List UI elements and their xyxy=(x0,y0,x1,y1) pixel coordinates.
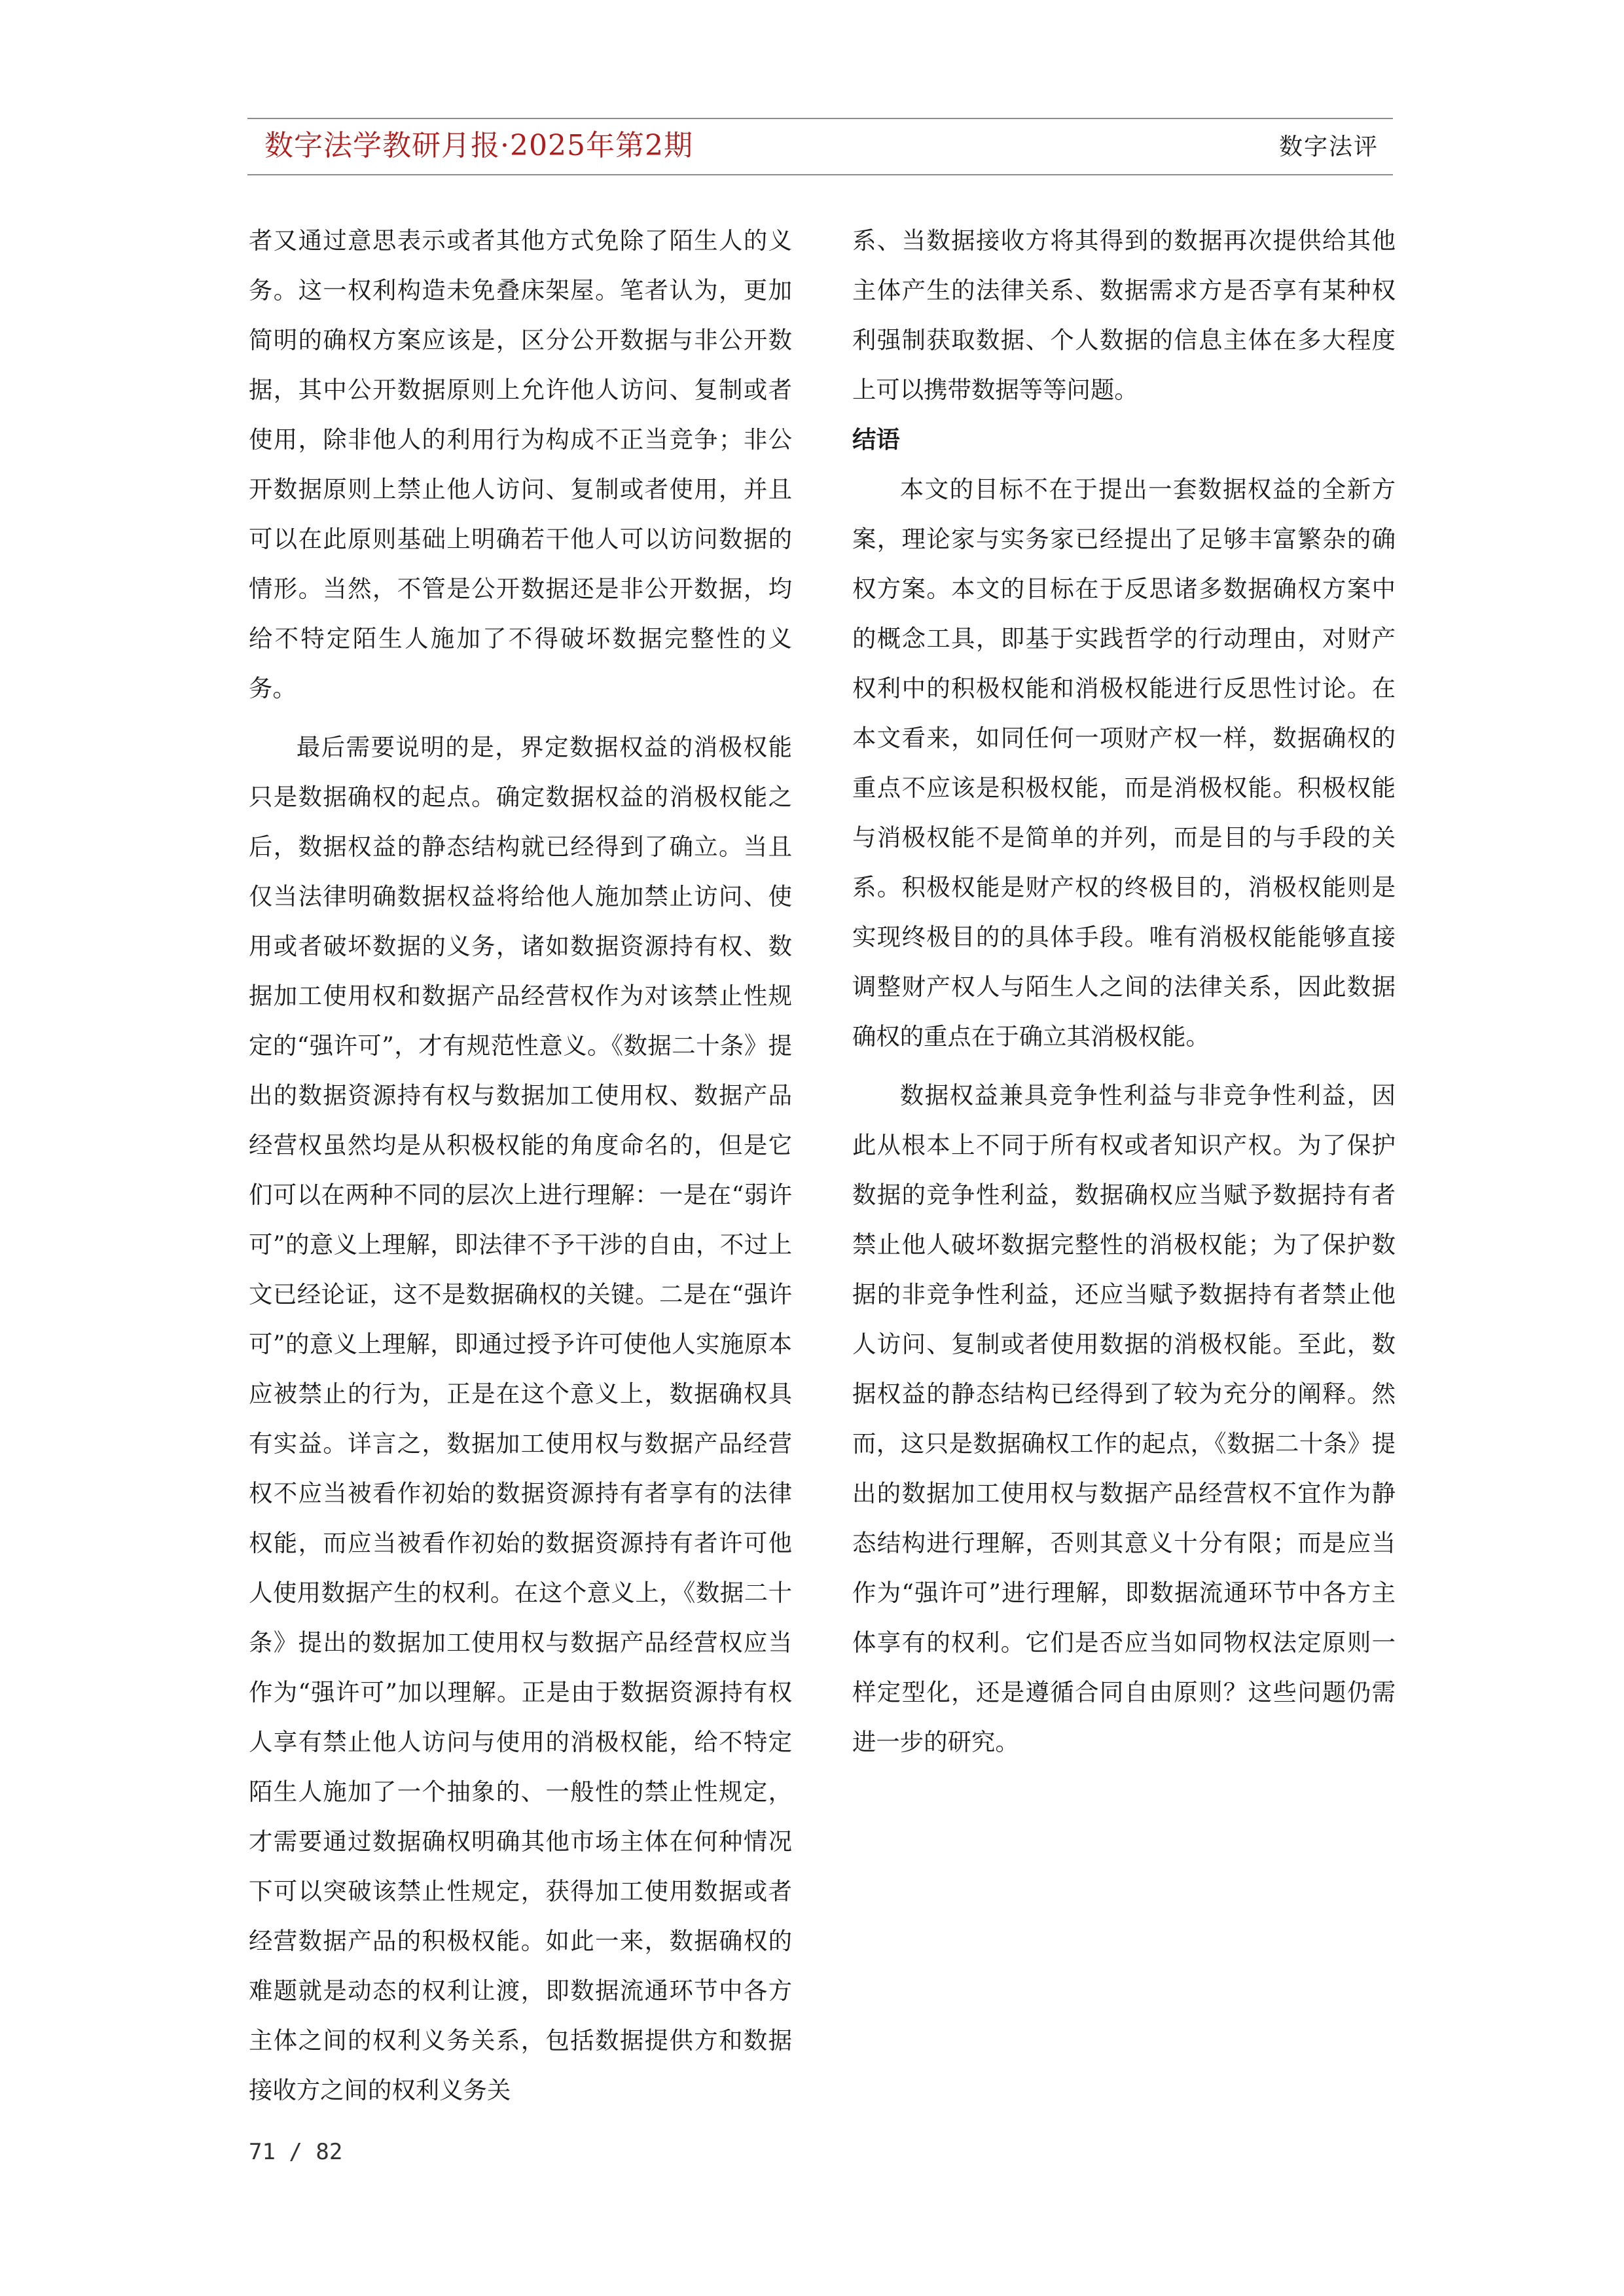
body-paragraph: 最后需要说明的是，界定数据权益的消极权能只是数据确权的起点。确定数据权益的消极权能之后，数据权益的静态结构就已经得到了确立。当且仅当法律明确数据权益将给他人施加禁止访问、使用或者破坏数据的义务，诸如数据资源持有权、数据加工使用权和数据产品经营权作为对该禁止性规定的“强许可”，才有规范性意义。《数据二十条》提出的数据资源持有权与数据加工使用权、数据产品经营权虽然均是从积极权能的角度命名的，但是它们可以在两种不同的层次上进行理解：一是在“弱许可”的意义上理解，即法律不予干涉的自由，不过上文已经论证，这不是数据确权的关键。二是在“强许可”的意义上理解，即通过授予许可使他人实施原本应被禁止的行为，正是在这个意义上，数据确权具有实益。详言之，数据加工使用权与数据产品经营权不应当被看作初始的数据资源持有者享有的法律权能，而应当被看作初始的数据资源持有者许可他人使用数据产生的权利。在这个意义上，《数据二十条》提出的数据加工使用权与数据产品经营权应当作为“强许可”加以理解。正是由于数据资源持有权人享有禁止他人访问与使用的消极权能，给不特定陌生人施加了一个抽象的、一般性的禁止性规定，才需要通过数据确权明确其他市场主体在何种情况下可以突破该禁止性规定，获得加工使用数据或者经营数据产品的积极权能。如此一来，数据确权的难题就是动态的权利让渡，即数据流通环节中各方主体之间的权利义务关系，包括数据提供方和数据接收方之间的权利义务关 xyxy=(249,733,792,2104)
body-paragraph: 本文的目标不在于提出一套数据权益的全新方案，理论家与实务家已经提出了足够丰富繁杂的确权方案。本文的目标在于反思诸多数据确权方案中的概念工具，即基于实践哲学的行动理由，对财产权利中的积极权能和消极权能进行反思性讨论。在本文看来，如同任何一项财产权一样，数据确权的重点不应该是积极权能，而是消极权能。积极权能与消极权能不是简单的并列，而是目的与手段的关系。积极权能是财产权的终极目的，消极权能则是实现终极目的的具体手段。唯有消极权能能够直接调整财产权人与陌生人之间的法律关系，因此数据确权的重点在于确立其消极权能。 xyxy=(852,475,1396,1050)
left-column xyxy=(249,216,792,2115)
right-column xyxy=(852,216,1396,1767)
page-number: 71 / 82 xyxy=(249,2139,343,2165)
journal-title: 数字法学教研月报·2025年第2期 xyxy=(264,129,693,162)
section-heading: 结语 xyxy=(852,425,900,454)
body-paragraph: 者又通过意思表示或者其他方式免除了陌生人的义务。这一权利构造未免叠床架屋。笔者认为，更加简明的确权方案应该是，区分公开数据与非公开数据，其中公开数据原则上允许他人访问、复制或者使用，除非他人的利用行为构成不正当竞争；非公开数据原则上禁止他人访问、复制或者使用，并且可以在此原则基础上明确若干他人可以访问数据的情形。当然，不管是公开数据还是非公开数据，均给不特定陌生人施加了不得破坏数据完整性的义务。 xyxy=(249,226,792,702)
running-header xyxy=(247,118,1393,175)
body-paragraph: 系、当数据接收方将其得到的数据再次提供给其他主体产生的法律关系、数据需求方是否享有某种权利强制获取数据、个人数据的信息主体在多大程度上可以携带数据等等问题。 xyxy=(852,226,1396,404)
body-paragraph: 数据权益兼具竞争性利益与非竞争性利益，因此从根本上不同于所有权或者知识产权。为了保护数据的竞争性利益，数据确权应当赋予数据持有者禁止他人破坏数据完整性的消极权能；为了保护数据的非竞争性利益，还应当赋予数据持有者禁止他人访问、复制或者使用数据的消极权能。至此，数据权益的静态结构已经得到了较为充分的阐释。然而，这只是数据确权工作的起点，《数据二十条》提出的数据加工使用权与数据产品经营权不宜作为静态结构进行理解，否则其意义十分有限；而是应当作为“强许可”进行理解，即数据流通环节中各方主体享有的权利。它们是否应当如同物权法定原则一样定型化，还是遵循合同自由原则？这些问题仍需进一步的研究。 xyxy=(852,1081,1396,1756)
section-name: 数字法评 xyxy=(1278,134,1379,160)
